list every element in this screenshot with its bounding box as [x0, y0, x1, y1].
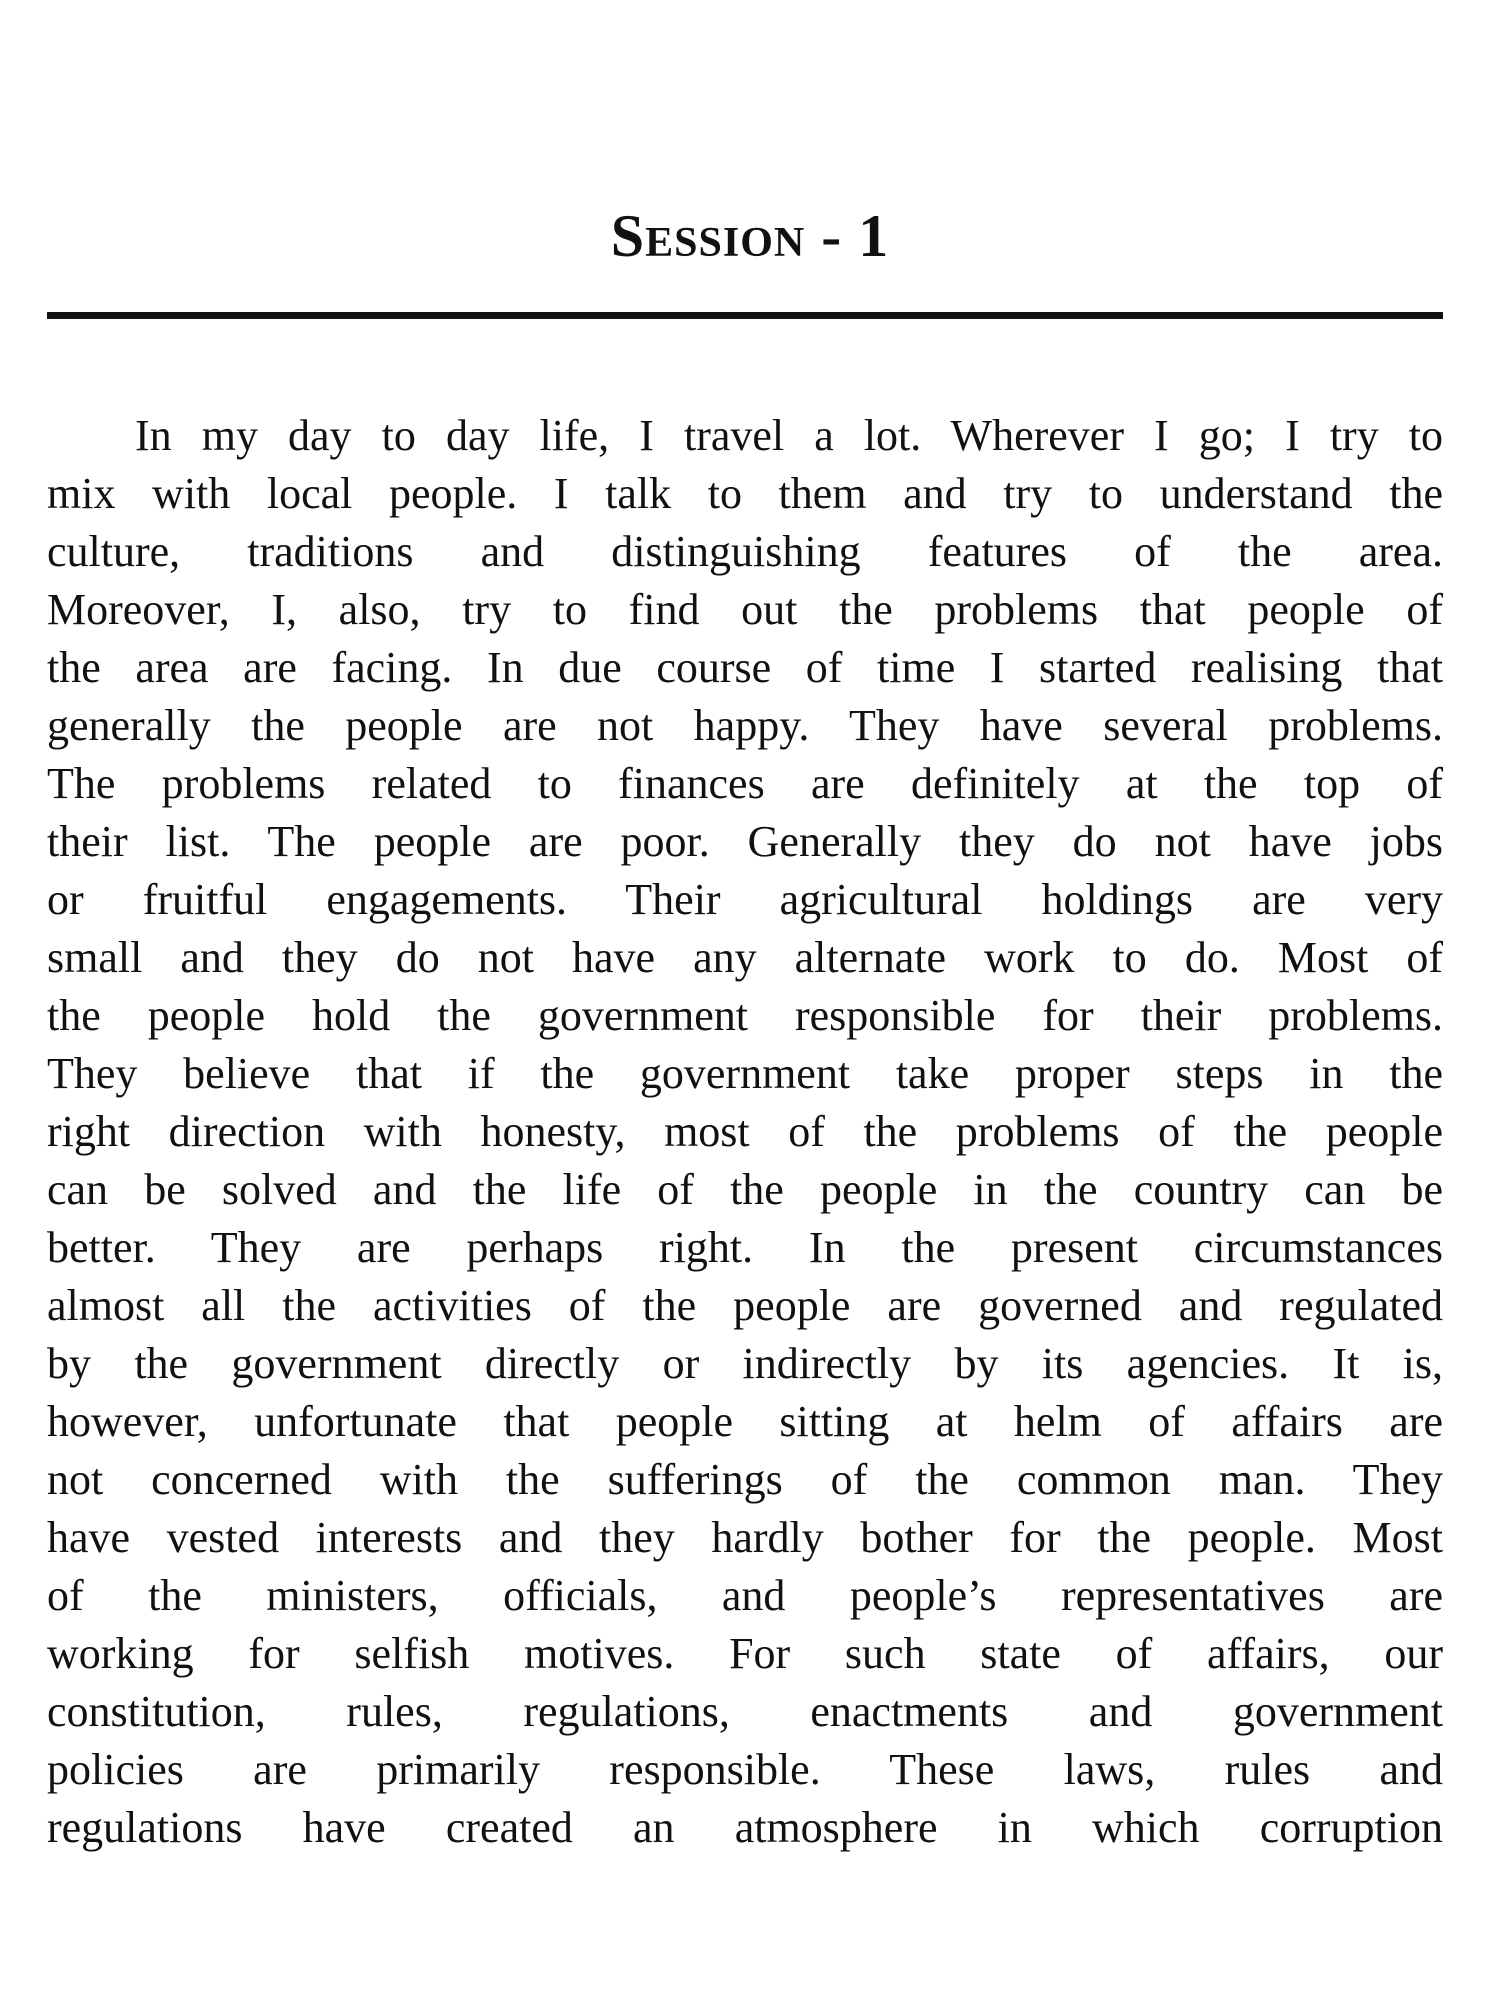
text-line: the people hold the government responsible for their problems.: [47, 991, 1443, 1040]
text-line: of the ministers, officials, and people’s representatives are: [47, 1571, 1443, 1620]
text-line: constitution, rules, regulations, enactments and government: [47, 1687, 1443, 1736]
text-line: or fruitful engagements. Their agricultural holdings are very: [47, 875, 1443, 924]
text-line: can be solved and the life of the people in the country can be: [47, 1165, 1443, 1214]
text-line: by the government directly or indirectly by its agencies. It is,: [47, 1339, 1443, 1388]
text-line: They believe that if the government take proper steps in the: [47, 1049, 1443, 1098]
title-rule: [47, 312, 1443, 319]
text-line: however, unfortunate that people sitting at helm of affairs are: [47, 1397, 1443, 1446]
body-paragraph: [47, 407, 1443, 1857]
text-line: generally the people are not happy. They have several problems.: [47, 701, 1443, 750]
session-title: Session - 1: [610, 203, 890, 269]
text-line: better. They are perhaps right. In the present circumstances: [47, 1223, 1443, 1272]
text-line: the area are facing. In due course of time I started realising that: [47, 643, 1443, 692]
text-line: The problems related to finances are definitely at the top of: [47, 759, 1443, 808]
text-line: right direction with honesty, most of the problems of the people: [47, 1107, 1443, 1156]
text-line: their list. The people are poor. Generally they do not have jobs: [47, 817, 1443, 866]
text-line: working for selfish motives. For such state of affairs, our: [47, 1629, 1443, 1678]
text-line: almost all the activities of the people are governed and regulated: [47, 1281, 1443, 1330]
text-line: regulations have created an atmosphere in which corruption: [47, 1803, 1443, 1852]
text-line: not concerned with the sufferings of the common man. They: [47, 1455, 1443, 1504]
text-line: policies are primarily responsible. These laws, rules and: [47, 1745, 1443, 1794]
text-line: small and they do not have any alternate work to do. Most of: [47, 933, 1443, 982]
text-line: have vested interests and they hardly bother for the people. Most: [47, 1513, 1443, 1562]
text-line: Moreover, I, also, try to find out the problems that people of: [47, 585, 1443, 634]
text-line: mix with local people. I talk to them and try to understand the: [47, 469, 1443, 518]
text-line: culture, traditions and distinguishing features of the area.: [47, 527, 1443, 576]
text-line: In my day to day life, I travel a lot. Wherever I go; I try to: [135, 411, 1443, 460]
